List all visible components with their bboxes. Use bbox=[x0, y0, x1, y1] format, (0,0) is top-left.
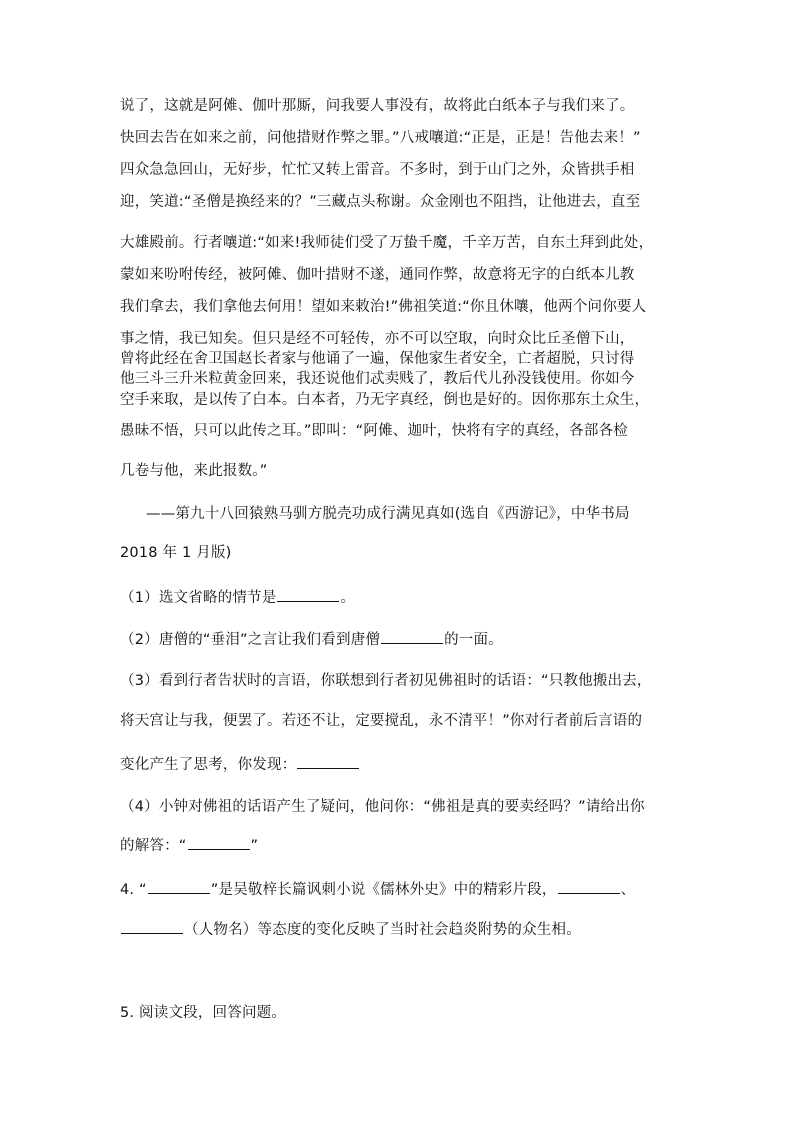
question-4-line-2 bbox=[120, 835, 258, 855]
item-5-heading: 5. 阅读文段，回答问题。 bbox=[120, 1005, 287, 1021]
question-2-answer-blank[interactable] bbox=[381, 629, 443, 644]
question-3-answer-blank[interactable] bbox=[297, 754, 359, 769]
question-3-line-2: 将天宫让与我，便罢了。若还不让，定要搅乱，永不清平！”你对行者前后言语的 bbox=[120, 713, 643, 729]
passage-line-9: 曾将此经在舍卫国赵长者家与他诵了一遍，保他家生者安全，亡者超脱，只讨得 bbox=[120, 351, 635, 367]
question-2-end: 的一面。 bbox=[444, 632, 503, 648]
item-4-prefix: 4. “ bbox=[120, 882, 147, 898]
passage-line-1: 说了，这就是阿傩、伽叶那厮，问我要人事没有，故将此白纸本子与我们来了。 bbox=[120, 98, 635, 114]
source-citation-line-2: 2018 年 1 月版) bbox=[120, 545, 232, 561]
item-4-line-1 bbox=[120, 879, 635, 899]
question-3-line-3 bbox=[120, 754, 360, 774]
passage-line-13: 几卷与他，来此报数。” bbox=[120, 463, 268, 479]
item-4-text: ”是吴敬梓长篇讽刺小说《儒林外史》中的精彩片段， bbox=[210, 882, 557, 898]
question-4-line-1: （4）小钟对佛祖的话语产生了疑问，他问你：“佛祖是真的要卖经吗？”请给出你 bbox=[120, 799, 645, 815]
question-2 bbox=[120, 629, 503, 649]
question-4-text: 的解答：“ bbox=[120, 838, 187, 854]
item-4-text-2: （人物名）等态度的变化反映了当时社会趋炎附势的众生相。 bbox=[184, 922, 581, 938]
question-4-end: ” bbox=[250, 838, 259, 854]
passage-line-8: 事之情，我已知矣。但只是经不可轻传，亦不可以空取，向时众比丘圣僧下山， bbox=[120, 331, 635, 347]
passage-line-7: 我们拿去，我们拿他去何用！望如来敕治!”佛祖笑道:“你且休嚷，他两个问你要人 bbox=[120, 299, 647, 315]
passage-line-4: 迎，笑道:“圣僧是换经来的？”三藏点头称谢。众金刚也不阻挡，让他进去，直至 bbox=[120, 194, 641, 210]
question-1-answer-blank[interactable] bbox=[277, 587, 339, 602]
question-1-text: （1）选文省略的情节是 bbox=[120, 590, 277, 606]
passage-line-11: 空手来取，是以传了白本。白本者，乃无字真经，倒也是好的。因你那东土众生， bbox=[120, 392, 650, 408]
question-1-end: 。 bbox=[340, 590, 356, 606]
item-4-line-2 bbox=[120, 919, 581, 939]
item-4-character-blank-1[interactable] bbox=[558, 879, 620, 894]
question-3-line-1: （3）看到行者告状时的言语，你联想到行者初见佛祖时的话语：“只教他搬出去， bbox=[120, 673, 652, 689]
passage-line-3: 四众急急回山，无好步，忙忙又转上雷音。不多时，到于山门之外，众皆拱手相 bbox=[120, 162, 635, 178]
question-3-text: 变化产生了思考，你发现： bbox=[120, 757, 297, 773]
item-4-separator: 、 bbox=[620, 882, 636, 898]
question-4-answer-blank[interactable] bbox=[188, 835, 250, 850]
passage-line-5: 大雄殿前。行者嚷道:“如来!我师徒们受了万蛰千魔，千辛万苦，自东土拜到此处， bbox=[120, 235, 654, 251]
question-1 bbox=[120, 587, 355, 607]
passage-line-12: 愚昧不悟，只可以此传之耳。”即叫：“阿傩、迦叶，快将有字的真经，各部各检 bbox=[120, 423, 628, 439]
item-4-character-blank-2[interactable] bbox=[121, 919, 183, 934]
passage-line-2: 快回去告在如来之前，问他措财作弊之罪。”八戒嚷道:“正是，正是！告他去来！” bbox=[120, 130, 641, 146]
passage-line-10: 他三斗三升米粒黄金回来，我还说他们忒卖贱了，教后代儿孙没钱使用。你如今 bbox=[120, 371, 635, 387]
source-citation-line-1: ——第九十八回猿熟马驯方脱壳功成行满见真如(选自《西游记》，中华书局 bbox=[146, 506, 630, 522]
item-4-title-blank[interactable] bbox=[148, 879, 210, 894]
question-2-text: （2）唐僧的“垂泪”之言让我们看到唐僧 bbox=[120, 632, 381, 648]
passage-line-6: 蒙如来吩咐传经，被阿傩、伽叶措财不遂，通同作弊，故意将无字的白纸本儿教 bbox=[120, 267, 635, 283]
